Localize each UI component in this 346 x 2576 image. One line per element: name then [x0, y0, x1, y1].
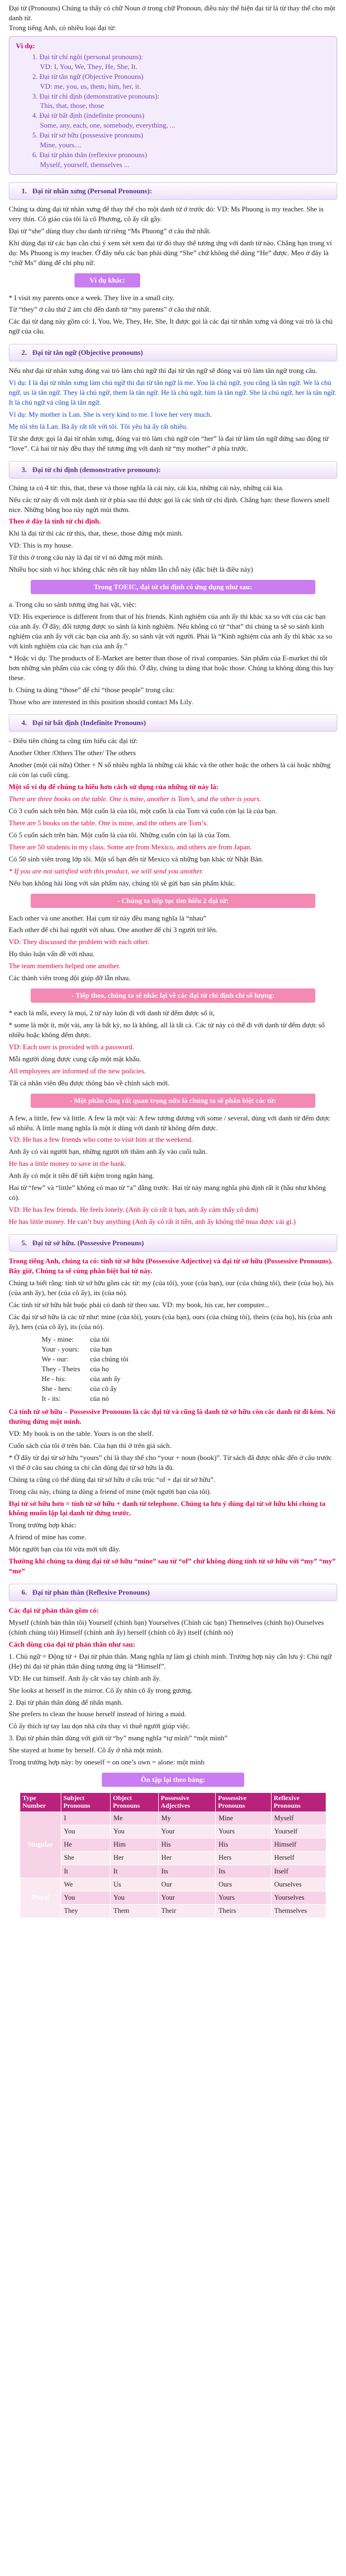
paragraph: VD: His experience is different from that of his friends. Kinh nghiệm của anh ấy thì khác xa so với của các bạn của anh ấy. Ở đây, đối tượng được so sánh là kinh nghiệm. Nếu không có từ “that” thì chúng ta sẽ so sánh kinh nghiệm của anh ấy với các bạn của anh ấy, so sánh vật với người. Phải là “Kinh nghiệm của anh ấy thì khác xa so với kinh nghiệm của các bạn của anh ấy.” — [9, 612, 332, 650]
example-vi: Anh ấy có một ít tiền để tiết kiệm trong ngân hàng. — [9, 1171, 154, 1180]
toc-item[interactable] — [32, 72, 330, 91]
toc-item[interactable] — [32, 130, 330, 150]
cell: Our — [158, 1878, 216, 1891]
toc-title: Vì dụ: — [16, 41, 36, 50]
pair-row — [42, 1364, 139, 1374]
toc-item[interactable] — [32, 111, 330, 130]
paragraph: She prefers to clean the house herself instead of hiring a maid. — [9, 1710, 187, 1718]
toc-item-label: 6. Đại từ phản thân (reflexive pronouns) — [32, 151, 147, 159]
paragraph: VD: This is my house. — [9, 541, 73, 550]
paragraph: Trong câu này, chúng ta dùng a friend of mine (một người bạn của tôi). — [9, 1487, 212, 1496]
document-page — [9, 0, 337, 1918]
cell: Mine — [216, 1812, 272, 1825]
toc-box — [9, 36, 337, 175]
example-vi: Tất cả nhân viên đều được thông báo về chính sách mới. — [9, 1078, 170, 1087]
toeic-banner: Trong TOEIC, đại từ chỉ định có ứng dụng như sau: — [31, 580, 315, 594]
cell: We — [61, 1878, 111, 1891]
cell: His — [158, 1838, 216, 1852]
col-header: Possessive Adjectives — [158, 1793, 216, 1812]
section-title: Đại từ chỉ định (demonstrative pronouns): — [32, 465, 161, 474]
cell: It — [111, 1865, 158, 1878]
paragraph: Another (một cái nữa) Other + N số nhiều nghĩa là những cái khác và the other hoặc the others là cái hoặc những cái còn lại cuối cùng. — [9, 761, 331, 779]
paragraph: Đại từ “she” dùng thay cho danh từ riêng “Ms Phuong” ở câu thứ nhất. — [9, 226, 211, 235]
pair-row — [42, 1354, 139, 1364]
toc-item-label: 3. Đại từ chỉ định (demonstrative pronouns): — [32, 91, 159, 100]
example-en: There are 5 books on the table. One is mine, and the others are Tom’s. — [9, 818, 208, 827]
paragraph: * each là mỗi, every là mọi, 2 từ này luôn đi với danh từ đếm được số ít, — [9, 1009, 215, 1017]
section-number: 2. — [21, 348, 27, 357]
cell: Her — [111, 1852, 158, 1865]
sub-banner: - Một phần cũng rất quan trọng nữa là chúng ta sẽ phân biệt các từ: — [31, 1094, 315, 1108]
pair-meaning: của anh ấy — [90, 1375, 121, 1383]
paragraph: Chúng ta có 4 từ: this, that, these và those nghĩa là cái này, cái kia, những cái này, những cái kia. — [9, 483, 284, 492]
toc-item[interactable] — [32, 91, 330, 111]
example-banner: Ví dụ khác: — [74, 273, 140, 288]
paragraph: Trong trường hợp khác: — [9, 1521, 77, 1530]
example-en: The team members helped one another. — [9, 962, 121, 970]
table-row — [20, 1865, 326, 1878]
paragraph: Trong trường hợp này: by oneself = on one’s own = alone: một mình — [9, 1758, 205, 1767]
toc-item-sub: VD: I, You, We, They, He, She, It. — [40, 62, 137, 71]
pronoun-pairs — [42, 1335, 139, 1404]
intro-line: Trong tiếng Anh, có nhiều loại đại từ: — [9, 23, 116, 32]
pair-row — [42, 1384, 139, 1394]
cell: Yours — [216, 1825, 272, 1838]
pair-key: My - mine: — [42, 1335, 74, 1344]
cell: He — [61, 1838, 111, 1852]
toc-item-sub: VD: me, you, us, them, him, her, it. — [40, 82, 141, 90]
paragraph: Mẹ tôi tên là Lan. Bà ấy rất tốt với tôi. Tôi yêu bà ấy rất nhiều. — [9, 422, 188, 430]
cell: They — [61, 1905, 111, 1918]
example-en: VD: Each user is provided with a password. — [9, 1042, 134, 1051]
lead: Trong tiếng Anh, chúng ta có: tính từ sở hữu (Possessive Adjective) và đại từ sở hữu (Possessive Pronouns). Bây giờ, Chúng ta sẽ cùng phân biệt hai từ này. — [9, 1256, 333, 1275]
cell: Me — [111, 1812, 158, 1825]
section-heading-6 — [9, 1584, 337, 1601]
example-en: VD: He has a few friends who come to visit him at the weekend. — [9, 1135, 193, 1144]
pair-meaning: của bạn — [90, 1345, 112, 1354]
section-heading-1 — [9, 182, 337, 200]
paragraph: Khi dùng đại từ các bạn cần chú ý xem xét xem đại từ đó thay thế tương ứng với danh từ nào. Chẳng hạn trong ví dụ: Ms Phuong is my teacher. Ở đây nếu các bạn phải dùng “She” chứ không thể dùng “He” được. Mẹo ở đây là “chữ Ms” dùng để chỉ phụ nữ. — [9, 238, 332, 267]
paragraph: Chúng ta dùng đại từ nhân xưng để thay thế cho một danh từ ở trước đó: VD: Ms Phuong is my teacher. She is very thin. Cô giáo của tôi là cô Phương, cô ấy rất gầy. — [9, 204, 324, 223]
table-row — [20, 1905, 326, 1918]
example-vi: Có 3 cuốn sách trên bàn. Một cuốn là của tôi, một cuốn là của Tom và cuốn còn lại là của bạn. — [9, 807, 278, 815]
cell: Your — [158, 1891, 216, 1905]
cell: You — [61, 1891, 111, 1905]
toc-item-sub: Mine, yours.... — [40, 141, 82, 150]
cell: I — [61, 1812, 111, 1825]
paragraph: Một người bạn của tôi vừa mới tới đây. — [9, 1545, 120, 1554]
table-header-row — [20, 1793, 326, 1812]
example-en: There are 50 students in my class. Some are from Mexico, and others are from Japan. — [9, 842, 252, 851]
paragraph: A few, a little, few và little. A few là một vài: A few tương đương với some / several, dùng với danh từ đếm được số nhiều. A little mang nghĩa là một ít dùng với danh từ không đếm được. — [9, 1113, 331, 1132]
intro — [9, 3, 337, 33]
pair-row — [42, 1374, 139, 1384]
cell: Him — [111, 1838, 158, 1852]
pronoun-table — [20, 1792, 326, 1918]
paragraph: Chúng ta cũng có thể dùng đại từ sở hữu ở cấu trúc “of + đại từ sở hữu”. — [9, 1475, 216, 1484]
section-number: 1. — [21, 187, 27, 195]
row-group-label: Plural — [20, 1878, 61, 1918]
pair-key: They - Theirs — [42, 1365, 80, 1373]
paragraph: Các đại từ sở hữu là các từ như: mine (của tôi), yours (của bạn), ours (của chúng tôi), theirs (của họ), his (của anh ấy), hers (của cô ấy), its (của nó). — [9, 1312, 332, 1331]
note: Cả tính từ sở hữu – Possessive Pronouns là các đại từ và cũng là danh từ sở hữu còn các danh từ đi kèm. Nó thường đứng một mình. — [9, 1407, 336, 1425]
cell: Itself — [271, 1865, 326, 1878]
table-row — [20, 1825, 326, 1838]
example-en: VD: They discussed the problem with each other. — [9, 938, 149, 946]
section-title: Đại từ tân ngữ (Objective pronouns) — [32, 348, 143, 357]
pair-key: It - its: — [42, 1394, 61, 1403]
note: Theo ở đây là tính từ chỉ định. — [9, 517, 101, 526]
paragraph: * Ở đây từ đại từ sở hữu “yours” chỉ là thay thế cho “your + noun (book)”. Từ sách đã được nhắc đến ở câu trước vì thế ở câu sau chúng ta chỉ cần dùng đại từ sở hữu là đủ. — [9, 1453, 332, 1471]
example-vi: Anh ấy có vài người bạn, những người tới thăm anh ấy vào cuối tuần. — [9, 1147, 207, 1156]
paragraph: * I visit my parents once a week. They live in a small city. — [9, 293, 175, 302]
note: Đại từ sở hữu hơn = tính từ sở hữu + danh từ telephone. Chúng ta lưu ý dùng đại từ sở hữu khi chúng ta không muốn lặp lại danh từ đứng trước. — [9, 1499, 326, 1517]
example-en: He has a little money to save in the bank. — [9, 1159, 126, 1168]
toc-item-sub: Some, any, each, one, somebody, everything, ... — [40, 121, 176, 130]
table-row — [20, 1838, 326, 1852]
paragraph: A friend of mine has come. — [9, 1533, 86, 1542]
row-group-label: Singular — [20, 1812, 61, 1878]
section-heading-4 — [9, 714, 337, 732]
paragraph: Các đại từ dạng này gồm có: I, You, We, They, He, She, It được gọi là các đại từ nhân xưng và đóng vai trò là chủ ngữ của câu. — [9, 317, 333, 336]
pair-key: We - our: — [42, 1355, 68, 1364]
section-number: 5. — [21, 1238, 27, 1247]
pair-meaning: của chúng tôi — [90, 1355, 129, 1364]
table-row — [20, 1878, 326, 1891]
paragraph: VD: He cut himself. Anh ấy cắt vào tay chính anh ấy. — [9, 1674, 161, 1682]
paragraph: VD: My book is on the table. Yours is on the shelf. — [9, 1429, 154, 1438]
paragraph: Myself (chính bản thân tôi) Yourself (chính bạn) Yourselves (Chính các bạn) Themselves (chính họ) Ourselves (chính chúng tôi) Himself (chính anh ấy) herself (chính cô ấy) itself (chính nó) — [9, 1618, 324, 1636]
cell: His — [216, 1838, 272, 1852]
pair-meaning: của họ — [90, 1365, 109, 1373]
paragraph: Cuốn sách của tôi ở trên bàn. Của bạn thì ở trên giá sách. — [9, 1441, 172, 1450]
cell: Themselves — [271, 1905, 326, 1918]
paragraph: * some là một ít, một vài, any là bất kỳ, no là không, all là tất cả. Các từ này có thể đi với danh từ đếm được số nhiều hoặc không đếm được. — [9, 1021, 325, 1039]
pair-row — [42, 1335, 139, 1344]
example-en: * If you are not satisfied with this product, we will send you another. — [9, 866, 204, 875]
pair-key: He - his: — [42, 1375, 66, 1383]
paragraph: Cô ấy thích tự tay lau dọn nhà cửa thay vì thuê người giúp việc. — [9, 1722, 191, 1730]
toc-item-label: 4. Đại từ bất định (indefinite pronouns) — [32, 111, 145, 120]
paragraph: Nhiều học sinh vì học không chắc nên rất hay nhầm lẫn chỗ này (đặc biệt là điều này) — [9, 565, 253, 574]
paragraph: Các tính từ sở hữu bắt buộc phải có danh từ theo sau. VD: my book, his car, her computer... — [9, 1300, 270, 1309]
section-heading-3 — [9, 461, 337, 479]
cell: Yourself — [271, 1825, 326, 1838]
toc-item-label: 1. Đại từ chỉ ngôi (personal pronouns): — [32, 52, 143, 61]
cell: Its — [216, 1865, 272, 1878]
example-vi: Mỗi người dùng được cung cấp một mật khẩu. — [9, 1054, 141, 1063]
section-title: Đại từ phản thân (Reflexive Pronouns) — [32, 1588, 150, 1597]
pair-row — [42, 1344, 139, 1354]
paragraph: Từ this ở trong câu này là đại từ vì nó đứng một mình. — [9, 553, 164, 562]
subheading: Cách dùng của đại từ phản thân như sau: — [9, 1640, 135, 1648]
paragraph: Each other và one another. Hai cụm từ này đều mang nghĩa là “nhau” — [9, 913, 206, 922]
pair-meaning: của cô ấy — [90, 1384, 117, 1393]
review-banner: Ôn tập lại theo bảng: — [102, 1773, 244, 1787]
paragraph: - Điều tiên chúng ta cũng tìm hiểu các đại từ: — [9, 737, 138, 745]
cell: Yours — [216, 1891, 272, 1905]
cell: Us — [111, 1878, 158, 1891]
paragraph: Each other để chỉ hai người với nhau. One another để chỉ 3 người trở lên. — [9, 925, 218, 934]
cell: You — [111, 1825, 158, 1838]
toc-item-label: 5. Đại từ sở hữu (possessive pronouns) — [32, 131, 143, 140]
cell: Theirs — [216, 1905, 272, 1918]
cell: It — [61, 1865, 111, 1878]
col-header: Object Pronouns — [111, 1793, 158, 1812]
toc-list — [16, 52, 330, 170]
paragraph: Ví dụ: I là đại từ nhân xưng làm chủ ngữ thì đại từ tân ngữ là me. You là chủ ngữ, you cũng là tân ngữ. We là chủ ngữ, us là tân ngữ. They là chủ ngữ, them là tân ngữ. He là chủ ngữ, him là tân ngữ. She là chủ ngữ, her là tân ngữ. It là chủ ngữ và cũng là tân ngữ. — [9, 378, 337, 406]
cell: Ours — [216, 1878, 272, 1891]
note: Một số ví dụ để chúng ta hiểu hơn cách sử dụng của những từ này là: — [9, 783, 219, 791]
paragraph: Hai từ “few” và “little” không có mạo từ “a” đằng trước. Hai từ này mang nghĩa phủ định rất ít (hầu như không có). — [9, 1183, 326, 1202]
paragraph: 1. Chủ ngữ = Động từ + Đại từ phản thân. Mang nghĩa tự làm gì chính mình. Trường hợp này cần lưu ý: Chủ ngữ (He) thì đại từ phản thân đúng tương ứng là “Himself”. — [9, 1652, 332, 1670]
example-vi: Có 50 sinh viên trong lớp tôi. Một số bạn đến từ Mexico và những bạn khác từ Nhật Bản. — [9, 854, 264, 863]
example-en: He has little money. He can’t buy anything (Anh ấy có rất ít tiền, anh ấy không thể mua được cái gì.) — [9, 1217, 296, 1226]
example-vi: Họ thảo luận vấn đề với nhau. — [9, 950, 95, 958]
paragraph: Chúng ta biết rằng: tính từ sở hữu gồm các từ: my (của tôi), your (của bạn), our (của chúng tôi), their (của họ), his (của anh ấy), her (của cô ấy), its (của nó). — [9, 1278, 334, 1297]
col-header: Possessive Pronouns — [216, 1793, 272, 1812]
cell: Its — [158, 1865, 216, 1878]
col-header: Type Number — [20, 1793, 61, 1812]
cell: Them — [111, 1905, 158, 1918]
table-row — [20, 1852, 326, 1865]
table-row — [20, 1812, 326, 1825]
cell: Herself — [271, 1852, 326, 1865]
sub-banner: - Chúng ta tiếp tục tìm hiểu 2 đại từ: — [31, 894, 315, 908]
section-heading-2 — [9, 344, 337, 361]
sub-banner: - Tiếp theo, chúng ta sẽ nhắc lại về các đại từ chỉ định chỉ số lượng: — [31, 988, 315, 1003]
cell: Ourselves — [271, 1878, 326, 1891]
note: Thường khi chúng ta dùng đại từ sở hữu “mine” sau từ “of” chứ không dùng tính từ sở hữu với “my” “my” “me” — [9, 1557, 336, 1576]
cell: She — [61, 1852, 111, 1865]
example-en: VD: He has few friends. He feels lonely. (Anh ấy có rất ít bạn, anh ấy cảm thấy cô đơn) — [9, 1205, 258, 1214]
paragraph: a. Trong câu so sánh tương ứng hai vật, việc: — [9, 600, 137, 609]
pair-meaning: của tôi — [90, 1335, 109, 1344]
col-header: Subject Pronouns — [61, 1793, 111, 1812]
toc-item-sub: Myself, yourself, themselves ... — [40, 160, 130, 169]
paragraph: Từ she được gọi là đại từ nhân xưng, đóng vai trò làm chủ ngữ còn “her” là đại từ làm tân ngữ đứng sau động từ “love”. Cả hai từ này đều thay thế tương ứng với danh từ “my mother” ở phía trước. — [9, 434, 329, 452]
paragraph: Ví dụ: My mother is Lan. She is very kind to me. I love her very much. — [9, 410, 212, 418]
section-number: 3. — [21, 465, 27, 474]
toc-item-label: 2. Đại từ tân ngữ (Objective Pronouns) — [32, 72, 143, 81]
paragraph: b. Chúng ta dùng “those” để chỉ “those people” trong câu: — [9, 685, 175, 694]
section-number: 6. — [21, 1588, 27, 1597]
cell: You — [111, 1891, 158, 1905]
table-row — [20, 1891, 326, 1905]
pair-key: She - hers: — [42, 1384, 72, 1393]
paragraph: Nếu như đại từ nhân xưng đóng vai trò làm chủ ngữ thì đại từ tân ngữ sẽ đóng vai trò làm tân ngữ trong câu. — [9, 366, 318, 375]
paragraph: 3. Đại từ phản thân dùng với giới từ “by” mang nghĩa “tự mình” “một mình” — [9, 1734, 228, 1743]
paragraph: Nếu các từ này đi với một danh từ ở phía sau thì được gọi là các tính từ chỉ định. Chẳng hạn: these flowers smell nice. Những bông hoa này ngửi mùi thơm. — [9, 495, 330, 514]
toc-item[interactable] — [32, 150, 330, 170]
section-title: Đại từ bất định (Indefinite Pronouns) — [32, 718, 146, 727]
toc-item-sub: This, that, those, those — [40, 101, 104, 110]
cell: You — [61, 1825, 111, 1838]
col-header: Reflexive Pronouns — [271, 1793, 326, 1812]
example-en: There are three books on the table. One is mine, another is Tom’s, and the other is yours. — [9, 795, 262, 803]
cell: Her — [158, 1852, 216, 1865]
pair-row — [42, 1394, 139, 1404]
cell: Hers — [216, 1852, 272, 1865]
example-vi: Các thành viên trong đội giúp đỡ lẫn nhau. — [9, 974, 131, 982]
pair-key: Your - yours: — [42, 1345, 79, 1354]
pair-meaning: của nó — [90, 1394, 109, 1403]
section-number: 4. — [21, 718, 27, 727]
section-heading-5 — [9, 1234, 337, 1252]
paragraph: She stayed at home by herself. Cô ấy ở nhà một mình. — [9, 1746, 163, 1755]
example-vi: Nếu bạn không hài lòng với sản phẩm này, chúng tôi sẽ gửi bạn sản phẩm khác. — [9, 878, 236, 887]
section-title: Đại từ sở hữu. (Possessive Pronouns) — [32, 1238, 144, 1247]
cell: Yourselves — [271, 1891, 326, 1905]
cell: Their — [158, 1905, 216, 1918]
cell: Himself — [271, 1838, 326, 1852]
cell: Myself — [271, 1812, 326, 1825]
toc-item[interactable] — [32, 52, 330, 72]
paragraph: She looks at herself in the mirror. Cô ấy nhìn cô ấy trong gương. — [9, 1686, 193, 1694]
paragraph: Từ “they” ở câu thứ 2 ám chỉ đến danh từ “my parents” ở câu thứ nhất. — [9, 305, 211, 314]
paragraph: Khi là đại từ thì các từ this, that, these, those đứng một mình. — [9, 529, 183, 538]
paragraph: Those who are interested in this position should contact Ms Lily. — [9, 697, 193, 706]
example-vi: Có 5 cuốn sách trên bàn. Một cuốn là của tôi. Những cuốn còn lại là của Tom. — [9, 830, 231, 839]
example-en: All employees are informed of the new policies. — [9, 1066, 146, 1075]
section-title: Đại từ nhân xưng (Personal Pronouns): — [32, 187, 152, 195]
paragraph: * Hoặc ví dụ: The products of E-Market are better than those of rival companies. Sản phẩm của E-market thì tốt hơn những sản phẩm của các công ty đối thủ. Ở đây, chúng ta dùng that hoặc those. Chúng ta không dùng this hay these. — [9, 653, 334, 682]
intro-line: Đại từ (Pronouns) Chúng ta thấy có chữ Noun ở trong chữ Pronoun, điều này thể hiện đại từ là từ thay thế cho một danh từ. — [9, 4, 336, 22]
subheading: Các đại từ phản thân gồm có: — [9, 1606, 99, 1614]
cell: My — [158, 1812, 216, 1825]
cell: Your — [158, 1825, 216, 1838]
paragraph: 2. Đại từ phản thân dùng để nhấn mạnh. — [9, 1698, 123, 1706]
paragraph: Another Other /Others The other/ The others — [9, 749, 136, 757]
